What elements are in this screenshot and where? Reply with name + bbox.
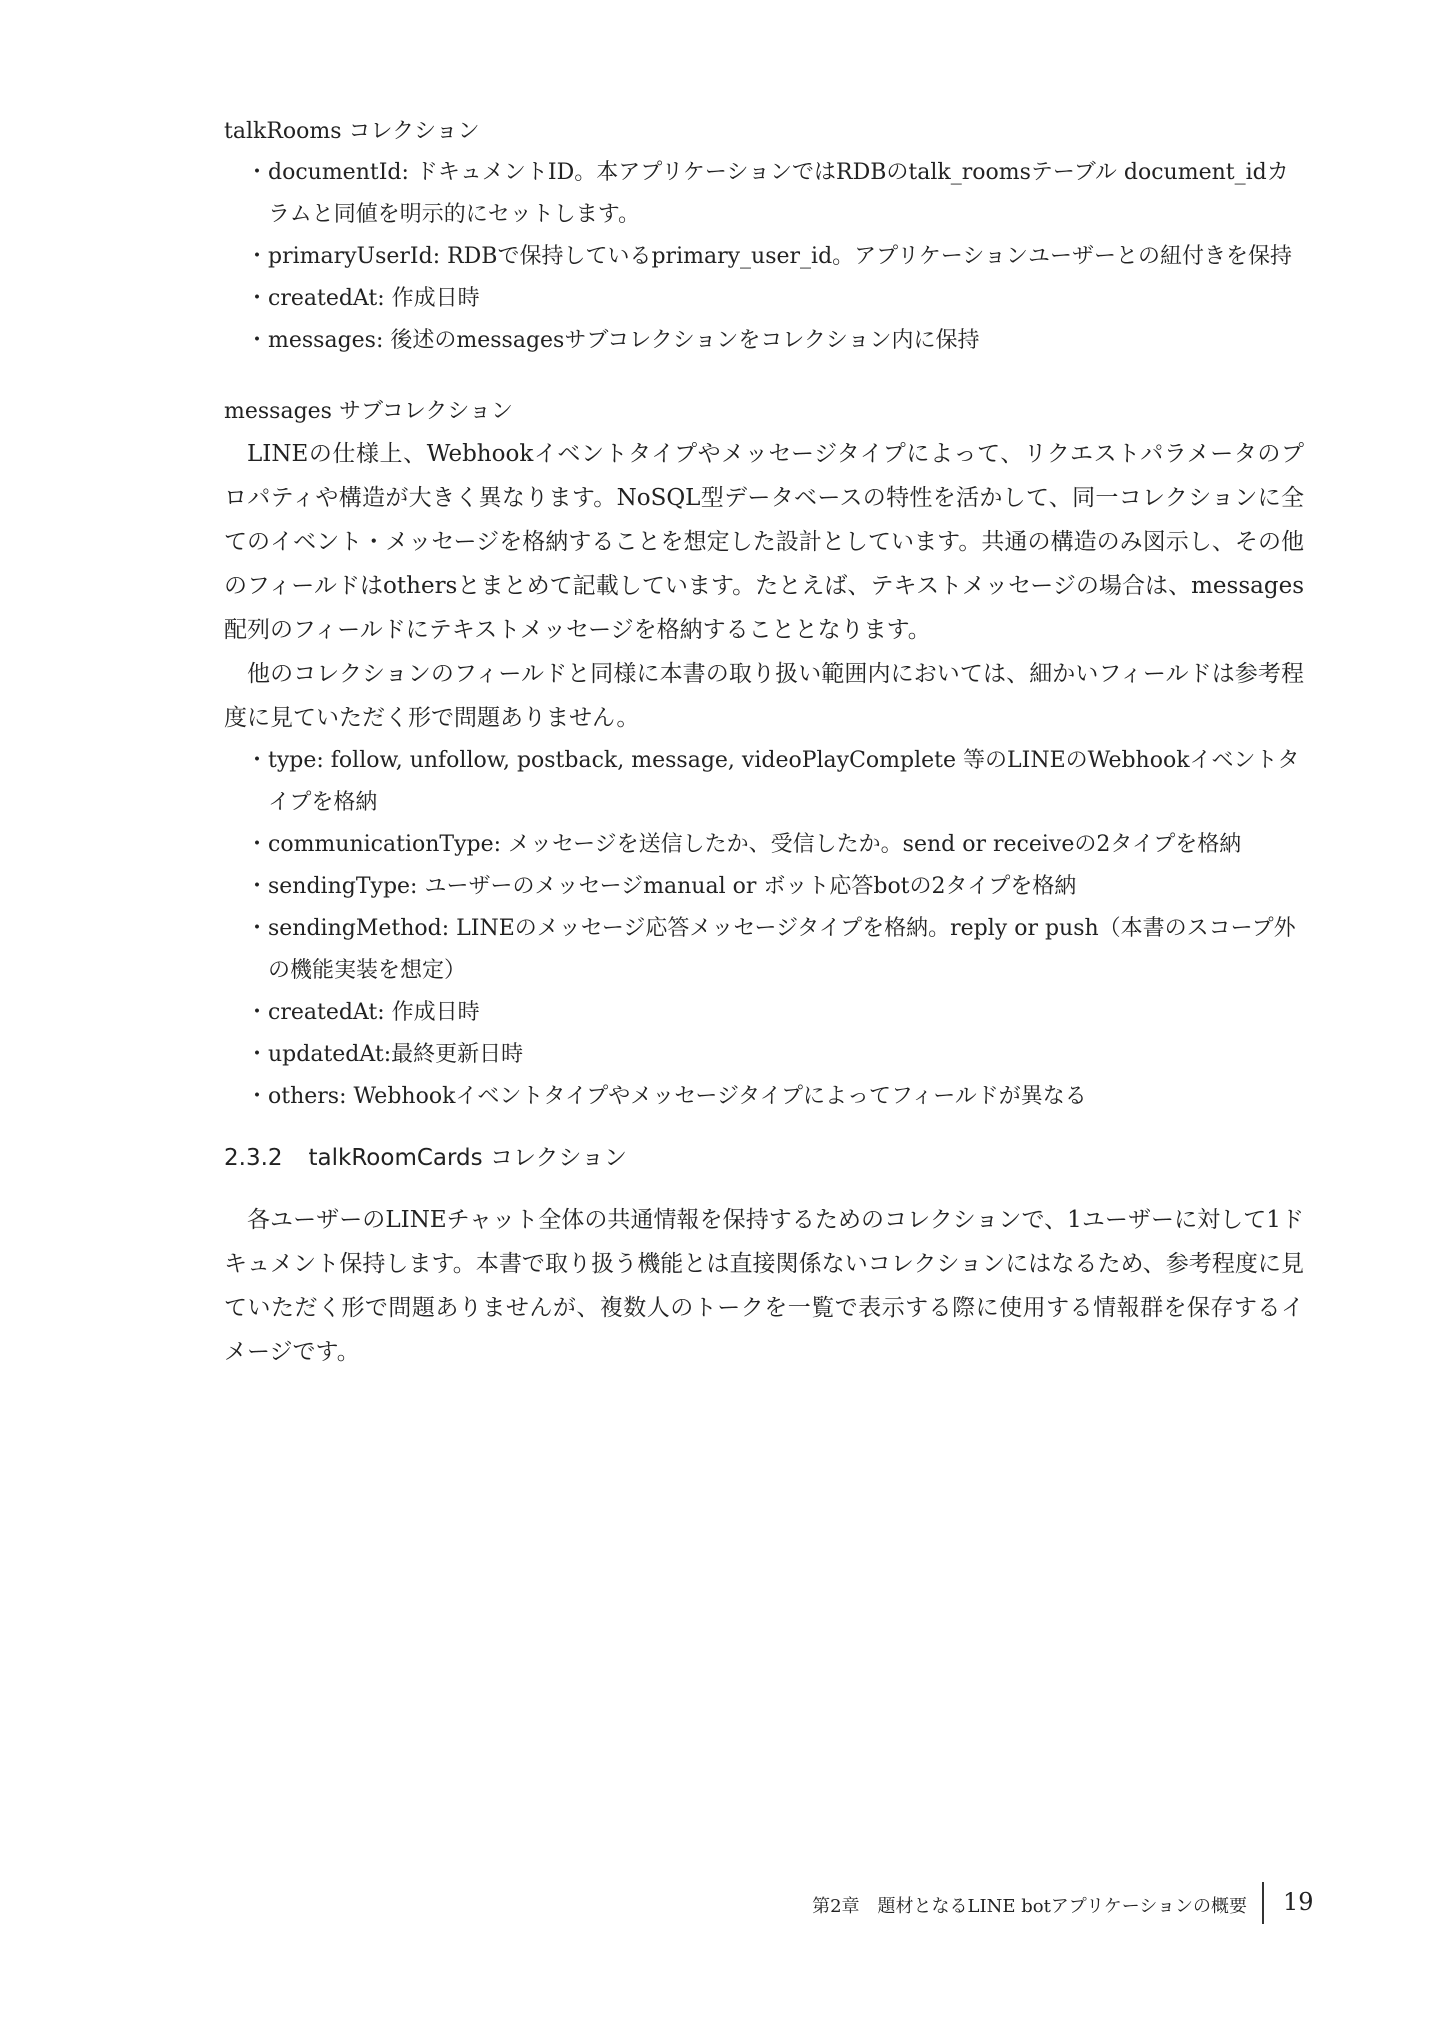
messages-heading: messages サブコレクション [224, 399, 513, 424]
list-item: ・createdAt: 作成日時 [246, 992, 1304, 1034]
talkrooms-field-list [224, 152, 1304, 362]
bullet-icon: ・ [246, 832, 269, 857]
messages-field-list [224, 740, 1304, 1118]
bullet-icon: ・ [246, 244, 269, 269]
section-title: talkRoomCards コレクション [308, 1145, 628, 1171]
list-item: ・sendingType: ユーザーのメッセージmanual or ボット応答botの2タイプを格納 [246, 866, 1304, 908]
bullet-icon: ・ [246, 1000, 269, 1025]
bullet-icon: ・ [246, 286, 269, 311]
list-item: ・primaryUserId: RDBで保持しているprimary_user_id。アプリケーションユーザーとの紐付きを保持 [246, 236, 1304, 278]
list-item: ・type: follow, unfollow, postback, message, videoPlayComplete 等のLINEのWebhookイベントタイプを格納 [246, 740, 1304, 824]
footer-divider [1262, 1882, 1264, 1924]
bullet-icon: ・ [246, 328, 269, 353]
section-heading [224, 1138, 1304, 1178]
list-item: ・updatedAt:最終更新日時 [246, 1034, 1304, 1076]
bullet-icon: ・ [246, 1084, 269, 1109]
bullet-icon: ・ [246, 916, 269, 941]
list-item: ・documentId: ドキュメントID。本アプリケーションではRDBのtalk_roomsテーブル document_idカラムと同値を明示的にセットします。 [246, 152, 1304, 236]
list-item: ・messages: 後述のmessagesサブコレクションをコレクション内に保持 [246, 320, 1304, 362]
list-item: ・communicationType: メッセージを送信したか、受信したか。send or receiveの2タイプを格納 [246, 824, 1304, 866]
bullet-icon: ・ [246, 874, 269, 899]
page-body [224, 112, 1304, 1374]
page-number: 19 [1283, 1888, 1314, 1916]
bullet-icon: ・ [246, 160, 269, 185]
page-footer [0, 1880, 1433, 1930]
section-paragraph: 各ユーザーのLINEチャット全体の共通情報を保持するためのコレクションで、1ユーザーに対して1ドキュメント保持します。本書で取り扱う機能とは直接関係ないコレクションにはなるため、参考程度に見ていただく形で問題ありませんが、複数人のトークを一覧で表示する際に使用する情報群を保存するイメージです。 [224, 1207, 1305, 1365]
section-number: 2.3.2 [224, 1145, 283, 1171]
list-item: ・others: Webhookイベントタイプやメッセージタイプによってフィールドが異なる [246, 1076, 1304, 1118]
messages-paragraph-2: 他のコレクションのフィールドと同様に本書の取り扱い範囲内においては、細かいフィールドは参考程度に見ていただく形で問題ありません。 [224, 661, 1304, 731]
bullet-icon: ・ [246, 1042, 269, 1067]
list-item: ・createdAt: 作成日時 [246, 278, 1304, 320]
bullet-icon: ・ [246, 748, 269, 773]
list-item: ・sendingMethod: LINEのメッセージ応答メッセージタイプを格納。reply or push（本書のスコープ外の機能実装を想定） [246, 908, 1304, 992]
messages-paragraph-1: LINEの仕様上、Webhookイベントタイプやメッセージタイプによって、リクエストパラメータのプロパティや構造が大きく異なります。NoSQL型データベースの特性を活かして、同一コレクションに全てのイベント・メッセージを格納することを想定した設計としています。共通の構造のみ図示し、その他のフィールドはothersとまとめて記載しています。たとえば、テキストメッセージの場合は、messages配列のフィールドにテキストメッセージを格納することとなります。 [224, 441, 1304, 643]
running-chapter-title: 第2章 題材となるLINE botアプリケーションの概要 [812, 1896, 1247, 1917]
talkrooms-heading: talkRooms コレクション [224, 119, 480, 144]
